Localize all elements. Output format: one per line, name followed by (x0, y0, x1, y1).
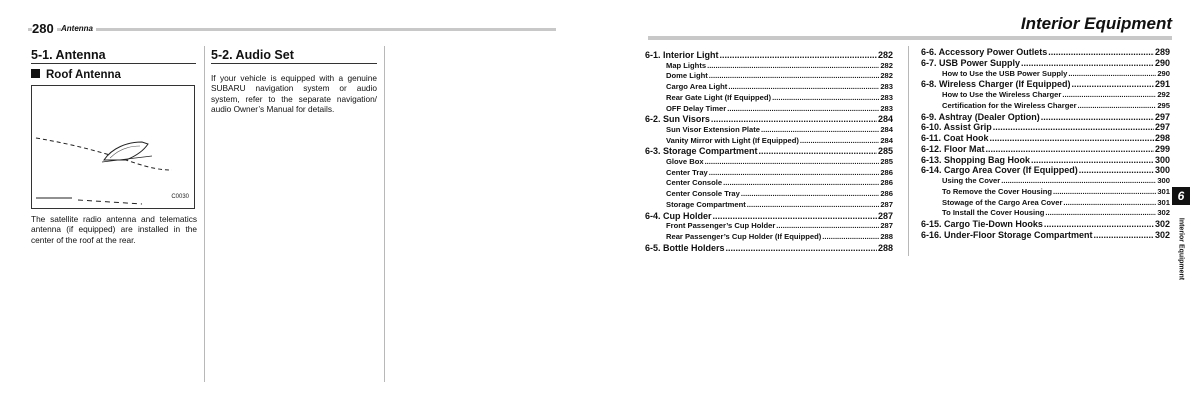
roof-antenna-figure (31, 85, 195, 209)
toc-leader-dots (986, 144, 1154, 154)
toc-section-entry (921, 133, 1170, 143)
roof-antenna-heading-text: Roof Antenna (46, 69, 121, 81)
toc-subentry (645, 157, 893, 166)
toc-section-entry (921, 155, 1170, 165)
car-roof-illustration (32, 86, 194, 208)
toc-leader-dots (993, 122, 1154, 132)
section-title-audio: 5-2. Audio Set (211, 48, 294, 62)
toc-leader-dots (726, 243, 877, 253)
toc-page-number: 290 (1154, 57, 1170, 68)
toc-page-number: 301 (1157, 197, 1170, 207)
toc-entry-title: 6-8. Wireless Charger (If Equipped) (921, 79, 1071, 90)
toc-leader-dots (705, 157, 880, 166)
toc-page-number: 287 (880, 199, 893, 209)
left-page-header (28, 16, 556, 40)
toc-subentry (921, 69, 1170, 78)
toc-section-entry (921, 112, 1170, 122)
toc-leader-dots (723, 178, 879, 187)
toc-page-number: 284 (877, 114, 893, 125)
toc-subentry (645, 200, 893, 209)
toc-page-number: 288 (877, 242, 893, 253)
toc-leader-dots (800, 136, 879, 145)
toc-entry-title: 6-16. Under-Floor Storage Compartment (921, 229, 1093, 240)
toc-leader-dots (1094, 230, 1154, 240)
toc-page-number: 284 (880, 135, 893, 145)
toc-leader-dots (761, 125, 879, 134)
toc-entry-title: Dome Light (666, 71, 708, 81)
toc-leader-dots (772, 93, 879, 102)
column-divider (204, 46, 205, 382)
toc-leader-dots (822, 232, 879, 241)
column-divider (384, 46, 385, 382)
toc-leader-dots (1068, 69, 1156, 78)
toc-page-number: 287 (880, 221, 893, 231)
toc-entry-title: 6-1. Interior Light (645, 50, 719, 60)
toc-leader-dots (713, 211, 877, 221)
toc-entry-title: 6-12. Floor Mat (921, 143, 985, 154)
toc-entry-title: Center Console (666, 178, 723, 188)
toc-leader-dots (1053, 187, 1156, 196)
toc-leader-dots (1063, 198, 1156, 207)
toc-leader-dots (1048, 47, 1154, 57)
toc-leader-dots (1071, 79, 1154, 89)
toc-entry-title: Cargo Area Light (666, 82, 728, 92)
toc-page-number: 283 (880, 92, 893, 102)
toc-page-number: 286 (880, 167, 893, 177)
toc-leader-dots (1079, 165, 1154, 175)
toc-page-number: 290 (1157, 68, 1170, 78)
toc-entry-title: Vanity Mirror with Light (If Equipped) (666, 135, 799, 145)
toc-entry-title: 6-7. USB Power Supply (921, 57, 1021, 68)
toc-leader-dots (1031, 155, 1154, 165)
column-divider (908, 46, 909, 256)
toc-entry-title: 6-2. Sun Visors (645, 114, 710, 125)
toc-page-number: 302 (1157, 208, 1170, 218)
toc-section-entry (921, 47, 1170, 57)
toc-leader-dots (709, 71, 880, 80)
section-rule (211, 63, 377, 64)
toc-leader-dots (728, 82, 879, 91)
toc-page-number: 300 (1154, 165, 1170, 176)
toc-page-number: 282 (880, 60, 893, 70)
toc-entry-title: 6-5. Bottle Holders (645, 242, 725, 253)
toc-leader-dots (1062, 90, 1156, 99)
toc-section-entry (921, 230, 1170, 240)
toc-column-left (645, 50, 893, 256)
square-bullet-icon (31, 69, 40, 78)
toc-page-number: 297 (1154, 111, 1170, 122)
toc-page-number: 292 (1157, 90, 1170, 99)
toc-subentry (645, 168, 893, 177)
toc-entry-title: How to Use the USB Power Supply (942, 68, 1068, 78)
toc-page-number: 283 (880, 103, 893, 113)
section-title-antenna: 5-1. Antenna (31, 48, 106, 62)
toc-leader-dots (1021, 58, 1154, 68)
toc-leader-dots (990, 133, 1154, 143)
toc-leader-dots (720, 50, 877, 60)
toc-subentry (921, 101, 1170, 110)
section-rule (31, 63, 196, 64)
running-head: Antenna (61, 24, 96, 33)
toc-subentry (645, 189, 893, 198)
toc-subentry (645, 125, 893, 134)
toc-leader-dots (1041, 112, 1154, 122)
toc-entry-title: Rear Gate Light (If Equipped) (666, 92, 772, 102)
toc-section-entry (921, 79, 1170, 89)
toc-leader-dots (1001, 176, 1156, 185)
header-rule (28, 28, 556, 31)
chapter-title: Interior Equipment (1020, 14, 1172, 33)
toc-entry-title: To Remove the Cover Housing (942, 186, 1052, 196)
toc-section-entry (921, 58, 1170, 68)
toc-subentry (645, 82, 893, 91)
toc-subentry (645, 104, 893, 113)
toc-entry-title: 6-13. Shopping Bag Hook (921, 154, 1031, 165)
toc-page-number: 282 (880, 71, 893, 81)
toc-leader-dots (707, 61, 879, 70)
toc-entry-title: 6-10. Assist Grip (921, 122, 992, 133)
toc-entry-title: Center Console Tray (666, 189, 740, 199)
toc-section-entry (921, 122, 1170, 132)
toc-subentry (645, 71, 893, 80)
toc-page-number: 300 (1154, 154, 1170, 165)
toc-entry-title: How to Use the Wireless Charger (942, 90, 1062, 99)
toc-page-number: 285 (880, 157, 893, 166)
toc-entry-title: OFF Delay Timer (666, 103, 727, 113)
toc-leader-dots (709, 168, 880, 177)
toc-page-number: 298 (1154, 133, 1170, 143)
toc-entry-title: 6-9. Ashtray (Dealer Option) (921, 111, 1040, 122)
toc-leader-dots (776, 221, 879, 230)
header-rule (648, 36, 1172, 40)
toc-entry-title: Center Tray (666, 167, 708, 177)
toc-subentry (921, 90, 1170, 99)
toc-subentry (645, 93, 893, 102)
toc-page-number: 300 (1157, 176, 1170, 185)
toc-entry-title: Certification for the Wireless Charger (942, 100, 1077, 110)
toc-leader-dots (1044, 219, 1154, 229)
toc-column-right (921, 47, 1170, 253)
toc-section-entry (645, 211, 893, 221)
audio-description: If your vehicle is equipped with a genuine SUBARU navigation system or audio system, refer to the separate navigation/ audio Owner’s Manual for details. (211, 73, 377, 115)
toc-entry-title: 6-14. Cargo Area Cover (If Equipped) (921, 165, 1078, 176)
toc-subentry (645, 221, 893, 230)
toc-page-number: 284 (880, 124, 893, 134)
toc-leader-dots (1078, 101, 1157, 110)
toc-page-number: 288 (880, 231, 893, 241)
antenna-description: The satellite radio antenna and telematics antenna (if equipped) are installed in the center of the roof at the rear. (31, 214, 197, 245)
toc-entry-title: 6-3. Storage Compartment (645, 146, 758, 157)
toc-subentry (921, 176, 1170, 185)
toc-subentry (921, 208, 1170, 217)
toc-leader-dots (711, 114, 877, 124)
chapter-tab: 6 (1172, 187, 1190, 205)
toc-page-number: 285 (877, 146, 893, 157)
toc-section-entry (645, 50, 893, 60)
left-page-number: 280 (32, 21, 57, 36)
toc-entry-title: Front Passenger’s Cup Holder (666, 221, 776, 231)
toc-page-number: 302 (1154, 229, 1170, 240)
toc-leader-dots (1045, 208, 1156, 217)
toc-section-entry (645, 243, 893, 253)
toc-subentry (645, 136, 893, 145)
toc-entry-title: Map Lights (666, 60, 707, 70)
toc-section-entry (921, 144, 1170, 154)
roof-antenna-heading (31, 69, 121, 81)
toc-subentry (921, 187, 1170, 196)
toc-subentry (645, 232, 893, 241)
toc-page-number: 283 (880, 82, 893, 92)
toc-leader-dots (759, 146, 877, 156)
toc-entry-title: Storage Compartment (666, 199, 746, 209)
toc-page-number: 287 (877, 210, 893, 221)
toc-page-number: 297 (1154, 122, 1170, 133)
toc-page-number: 291 (1154, 79, 1170, 90)
toc-page-number: 286 (880, 189, 893, 199)
toc-entry-title: 6-6. Accessory Power Outlets (921, 47, 1048, 57)
toc-page-number: 289 (1154, 47, 1170, 57)
toc-leader-dots (747, 200, 880, 209)
toc-leader-dots (741, 189, 879, 198)
toc-entry-title: 6-4. Cup Holder (645, 210, 712, 221)
toc-section-entry (921, 219, 1170, 229)
toc-subentry (921, 198, 1170, 207)
chapter-tab-label (1168, 210, 1194, 288)
toc-page-number: 286 (880, 178, 893, 188)
toc-subentry (645, 178, 893, 187)
toc-page-number: 302 (1154, 219, 1170, 229)
toc-page-number: 282 (877, 50, 893, 60)
toc-page-number: 295 (1157, 100, 1170, 110)
toc-page-number: 301 (1157, 186, 1170, 196)
toc-section-entry (921, 165, 1170, 175)
toc-entry-title: Rear Passenger’s Cup Holder (If Equipped) (666, 231, 822, 241)
toc-entry-title: 6-15. Cargo Tie-Down Hooks (921, 219, 1043, 229)
toc-entry-title: Sun Visor Extension Plate (666, 124, 760, 134)
toc-subentry (645, 61, 893, 70)
chapter-tab-text: Interior Equipment (1177, 217, 1185, 281)
toc-entry-title: 6-11. Coat Hook (921, 133, 989, 143)
toc-entry-title: Using the Cover (942, 176, 1001, 185)
toc-entry-title: To Install the Cover Housing (942, 208, 1045, 218)
toc-page-number: 299 (1154, 143, 1170, 154)
toc-section-entry (645, 146, 893, 156)
figure-code: C0030 (171, 194, 189, 200)
toc-leader-dots (727, 104, 879, 113)
toc-entry-title: Stowage of the Cargo Area Cover (942, 197, 1063, 207)
toc-entry-title: Glove Box (666, 157, 704, 166)
toc-section-entry (645, 114, 893, 124)
